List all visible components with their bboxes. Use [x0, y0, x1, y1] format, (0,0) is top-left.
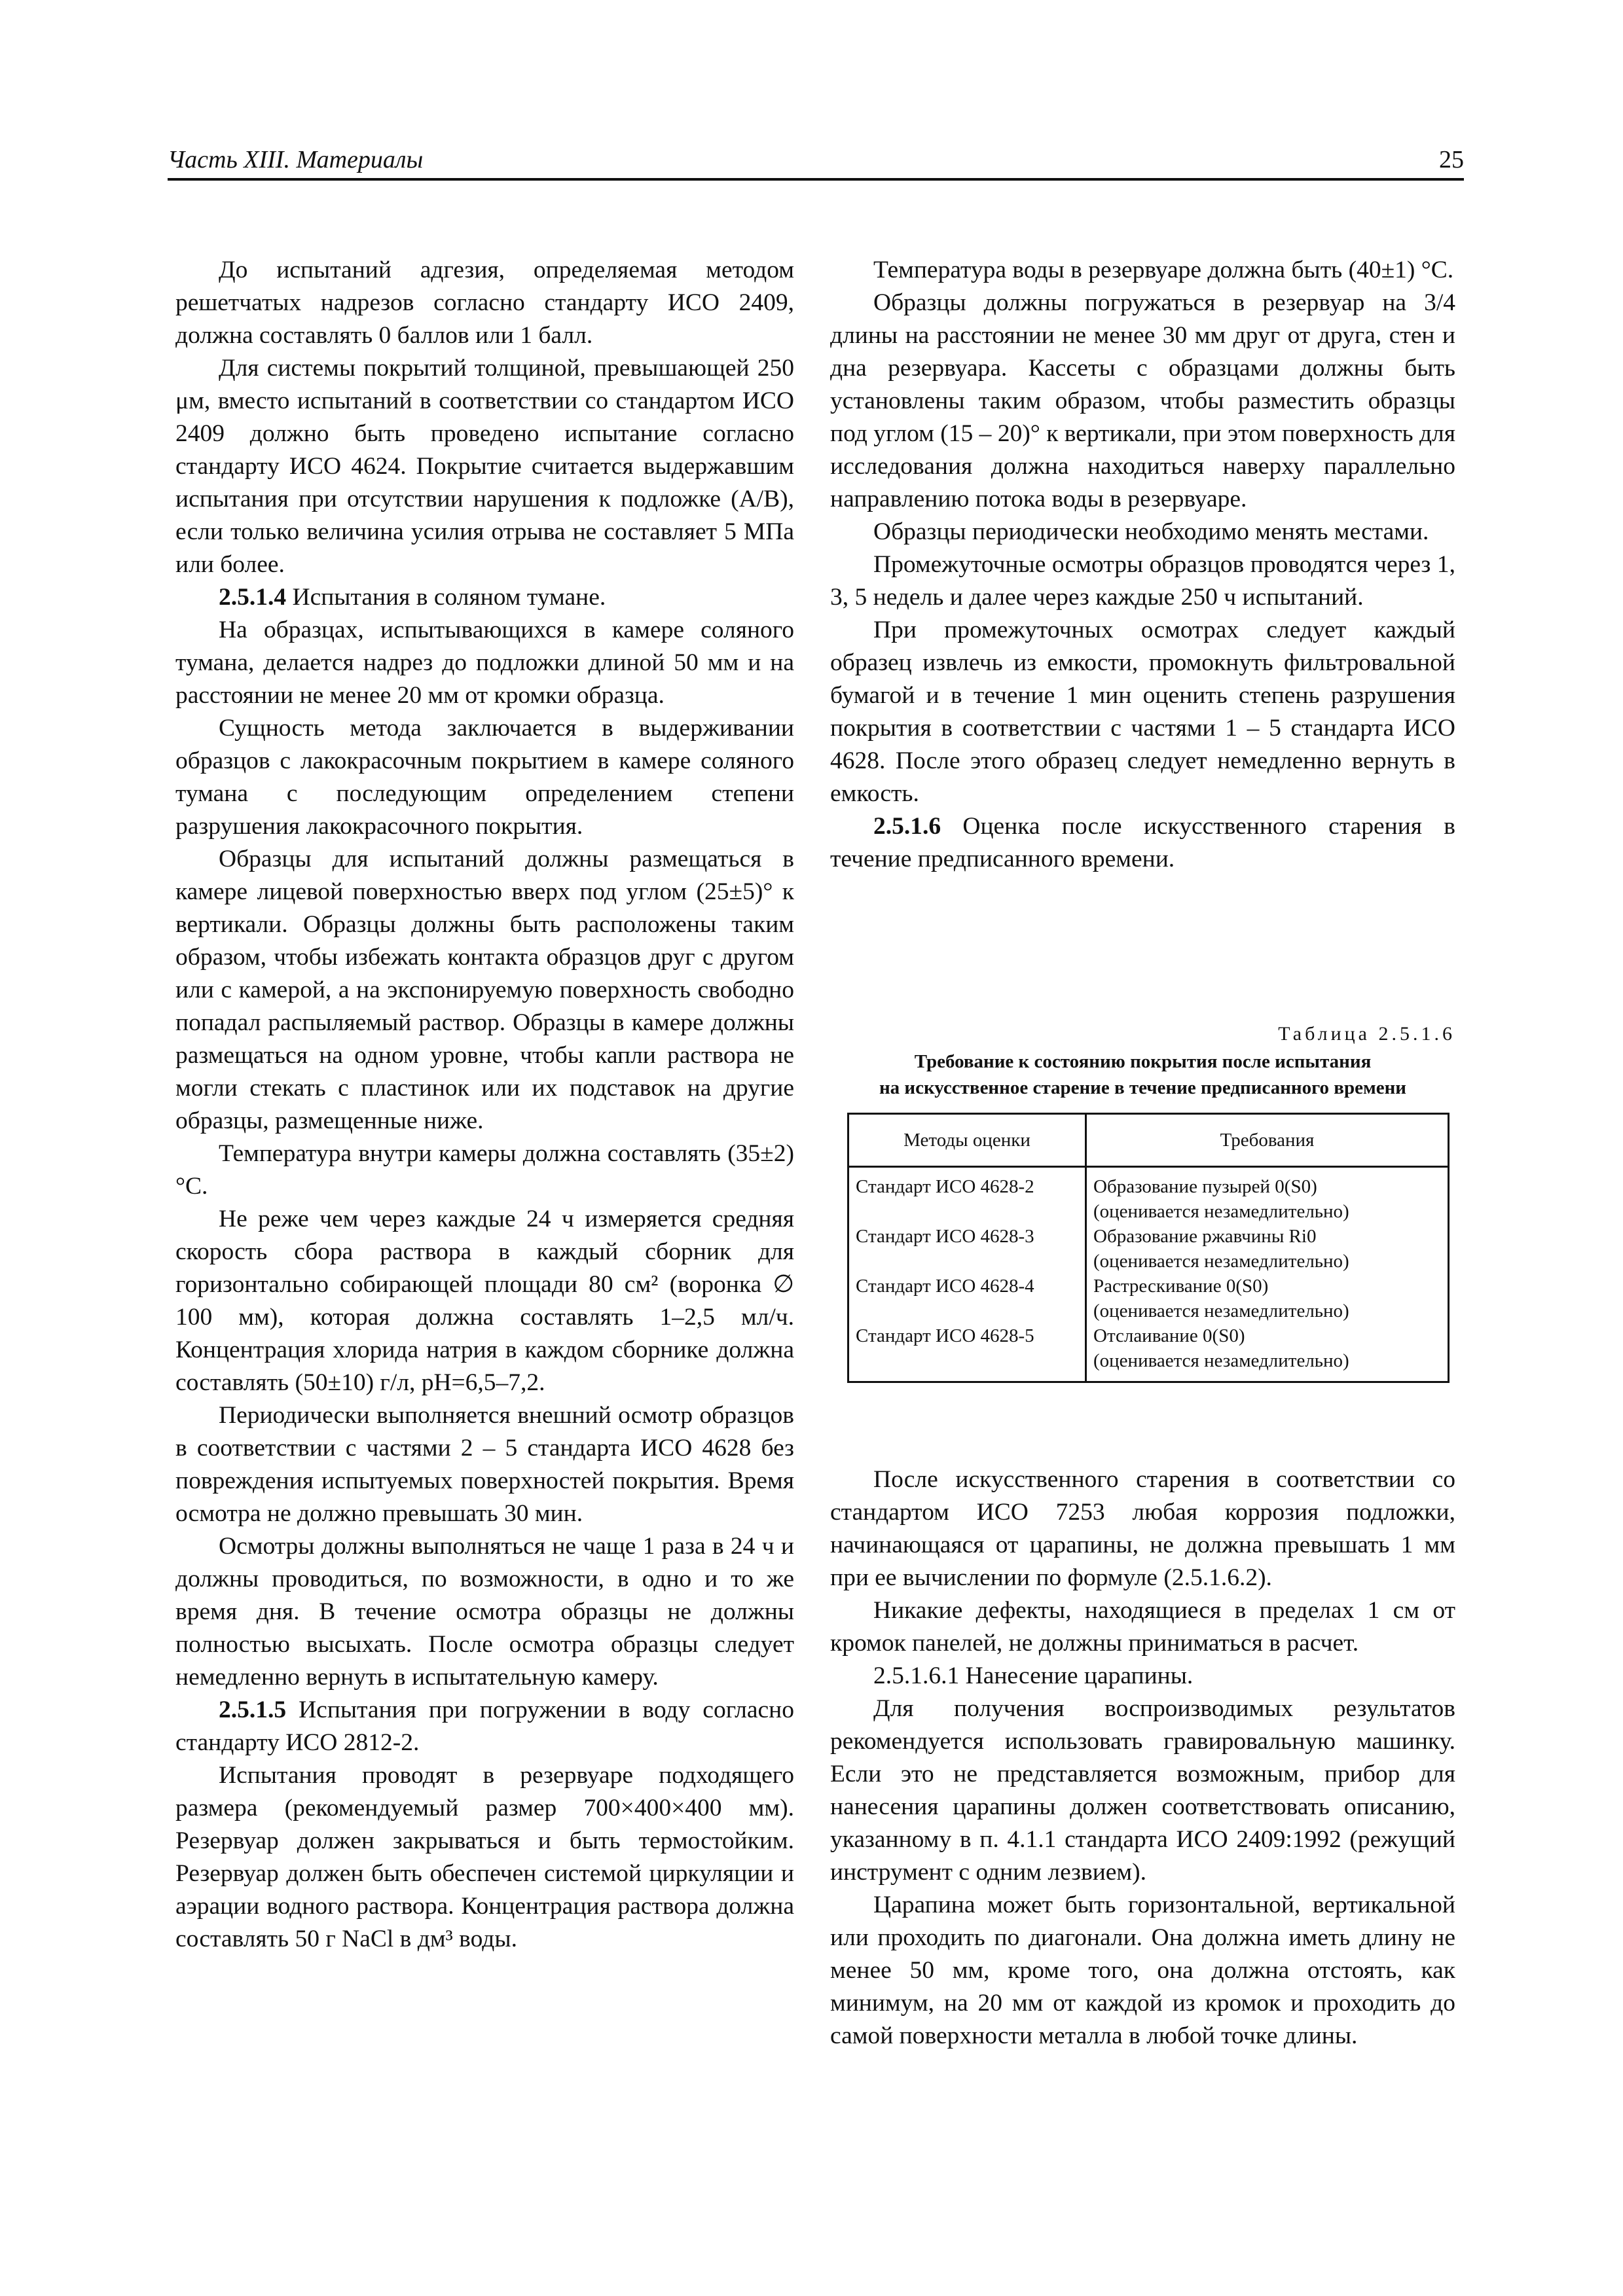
- method-cell: Стандарт ИСО 4628-3: [848, 1224, 1086, 1274]
- paragraph: Сущность метода заключается в выдерживании образцов с лакокрасочным покрытием в камере соляного тумана с последующим определением степени разрушения лакокрасочного покрытия.: [175, 715, 794, 840]
- section-heading: [175, 1694, 794, 1759]
- paragraph: Испытания проводят в резервуаре подходящего размера (рекомендуемый размер 700×400×400 мм). Резервуар должен закрываться и быть термостойким. Резервуар должен быть обеспечен системой циркуляции и аэрации водного раствора. Концентрация раствора должна составлять 50 г NaCl в дм³ воды.: [175, 1762, 794, 1952]
- page-number: 25: [1439, 146, 1464, 173]
- section-heading: [830, 1660, 1455, 1693]
- requirements-table-block: [830, 1021, 1455, 1383]
- requirement-cell: [1086, 1274, 1449, 1323]
- requirement-cell: [1086, 1167, 1449, 1225]
- requirement-note: (оценивается незамедлительно): [1093, 1300, 1349, 1321]
- section-heading: [830, 810, 1455, 876]
- paragraph: Для получения воспроизводимых результатов рекомендуется использовать гравировальную машинку. Если это не представляется возможным, прибор для нанесения царапины должен соответствовать описанию, указанному в п. 4.1.1 стандарта ИСО 2409:1992 (режущий инструмент с одним лезвием).: [830, 1695, 1455, 1886]
- paragraph: На образцах, испытывающихся в камере соляного тумана, делается надрез до подложки длиной 50 мм и на расстоянии не менее 20 мм от кромки образца.: [175, 617, 794, 709]
- table-row: [848, 1224, 1449, 1274]
- left-column: [175, 254, 794, 1956]
- section-title: Испытания при погружении в воду согласно стандарту ИСО 2812-2.: [175, 1696, 794, 1756]
- column-header: Требования: [1086, 1114, 1449, 1167]
- paragraph: Образцы для испытаний должны размещаться в камере лицевой поверхностью вверх под углом (25±5)° к вертикали. Образцы должны быть расположены таким образом, чтобы избежать контакта образцов друг с другом или с камерой, а на экспонируемую поверхность свободно попадал распыляемый раствор. Образцы в камере должны размещаться на одном уровне, чтобы капли раствора не могли стекать с пластинок или их подставок на другие образцы, размещенные ниже.: [175, 846, 794, 1134]
- paragraph: Периодически выполняется внешний осмотр образцов в соответствии с частями 2 – 5 стандарта ИСО 4628 без повреждения испытуемых поверхностей покрытия. Время осмотра не должно превышать 30 мин.: [175, 1402, 794, 1527]
- header-rule: [168, 178, 1464, 181]
- paragraph: До испытаний адгезия, определяемая методом решетчатых надрезов согласно стандарту ИСО 2409, должна составлять 0 баллов или 1 балл.: [175, 257, 794, 349]
- section-heading: [175, 581, 794, 614]
- section-number: 2.5.1.5: [219, 1696, 287, 1723]
- paragraph: Никакие дефекты, находящиеся в пределах 1 см от кромок панелей, не должны приниматься в расчет.: [830, 1597, 1455, 1657]
- paragraph: Температура внутри камеры должна составлять (35±2) °С.: [175, 1140, 794, 1200]
- paragraph: Осмотры должны выполняться не чаще 1 раза в 24 ч и должны проводиться, по возможности, в одно и то же время дня. В течение осмотра образцы не должны полностью высыхать. После осмотра образцы следует немедленно вернуть в испытательную камеру.: [175, 1533, 794, 1691]
- paragraph: Промежуточные осмотры образцов проводятся через 1, 3, 5 недель и далее через каждые 250 ч испытаний.: [830, 551, 1455, 611]
- requirement-text: Растрескивание 0(S0): [1093, 1276, 1269, 1297]
- requirement-cell: [1086, 1323, 1449, 1382]
- paragraph: Не реже чем через каждые 24 ч измеряется средняя скорость сбора раствора в каждый сборник для горизонтально собирающей площади 80 см² (воронка ∅ 100 мм), которая должна составлять 1–2,5 мл/ч. Концентрация хлорида натрия в каждом сборнике должна составлять (50±10) г/л, pH=6,5–7,2.: [175, 1206, 794, 1396]
- section-number: 2.5.1.6: [873, 813, 941, 840]
- requirement-note: (оценивается незамедлительно): [1093, 1251, 1349, 1272]
- paragraph: Образцы периодически необходимо менять местами.: [873, 518, 1429, 545]
- section-title: Нанесение царапины.: [959, 1662, 1194, 1689]
- table-label: Таблица 2.5.1.6: [1278, 1023, 1455, 1045]
- table-title-line-2: на искусственное старение в течение предписанного времени: [879, 1077, 1407, 1098]
- column-header: Методы оценки: [848, 1114, 1086, 1167]
- right-column: [830, 254, 1455, 876]
- paragraph: При промежуточных осмотрах следует каждый образец извлечь из емкости, промокнуть фильтровальной бумагой и в течение 1 мин оценить степень разрушения покрытия в соответствии с частями 1 – 5 стандарта ИСО 4628. После этого образец следует немедленно вернуть в емкость.: [830, 617, 1455, 807]
- requirement-note: (оценивается незамедлительно): [1093, 1201, 1349, 1222]
- paragraph: Для системы покрытий толщиной, превышающей 250 μм, вместо испытаний в соответствии со стандартом ИСО 2409 должно быть проведено испытание согласно стандарту ИСО 4624. Покрытие считается выдержавшим испытания при отсутствии нарушения к подложке (A/B), если только величина усилия отрыва не составляет 5 МПа или более.: [175, 355, 794, 578]
- section-number: 2.5.1.6.1: [873, 1662, 960, 1689]
- requirement-text: Образование ржавчины Ri0: [1093, 1226, 1317, 1247]
- table-header-row: [848, 1114, 1449, 1167]
- table-row: [848, 1167, 1449, 1225]
- section-title: Оценка после искусственного старения в течение предписанного времени.: [830, 813, 1455, 872]
- table-title-line-1: Требование к состоянию покрытия после испытания: [914, 1051, 1372, 1072]
- section-number: 2.5.1.4: [219, 584, 287, 611]
- requirements-table: [847, 1113, 1450, 1383]
- running-title: Часть XIII. Материалы: [168, 146, 424, 173]
- section-title: Испытания в соляном тумане.: [286, 584, 606, 611]
- right-column-lower: [830, 1463, 1455, 2053]
- paragraph: Температура воды в резервуаре должна быть (40±1) °С.: [873, 257, 1454, 283]
- paragraph: Образцы должны погружаться в резервуар на 3/4 длины на расстоянии не менее 30 мм друг от друга, стен и дна резервуара. Кассеты с образцами должны быть установлены таким образом, чтобы разместить образцы под углом (15 – 20)° к вертикали, при этом поверхность для исследования должна находиться наверху параллельно направлению потока воды в резервуаре.: [830, 289, 1455, 512]
- method-cell: Стандарт ИСО 4628-4: [848, 1274, 1086, 1323]
- paragraph: После искусственного старения в соответствии со стандартом ИСО 7253 любая коррозия подложки, начинающаяся от царапины, не должна превышать 1 мм при ее вычислении по формуле (2.5.1.6.2).: [830, 1466, 1455, 1591]
- requirement-note: (оценивается незамедлительно): [1093, 1350, 1349, 1371]
- requirement-cell: [1086, 1224, 1449, 1274]
- table-row: [848, 1274, 1449, 1323]
- method-cell: Стандарт ИСО 4628-5: [848, 1323, 1086, 1382]
- method-cell: Стандарт ИСО 4628-2: [848, 1167, 1086, 1225]
- requirement-text: Образование пузырей 0(S0): [1093, 1176, 1317, 1197]
- paragraph: Царапина может быть горизонтальной, вертикальной или проходить по диагонали. Она должна иметь длину не менее 50 мм, кроме того, она должна отстоять, как минимум, на 20 мм от каждой из кромок и проходить до самой поверхности металла в любой точке длины.: [830, 1892, 1455, 2049]
- requirement-text: Отслаивание 0(S0): [1093, 1325, 1245, 1346]
- table-row: [848, 1323, 1449, 1382]
